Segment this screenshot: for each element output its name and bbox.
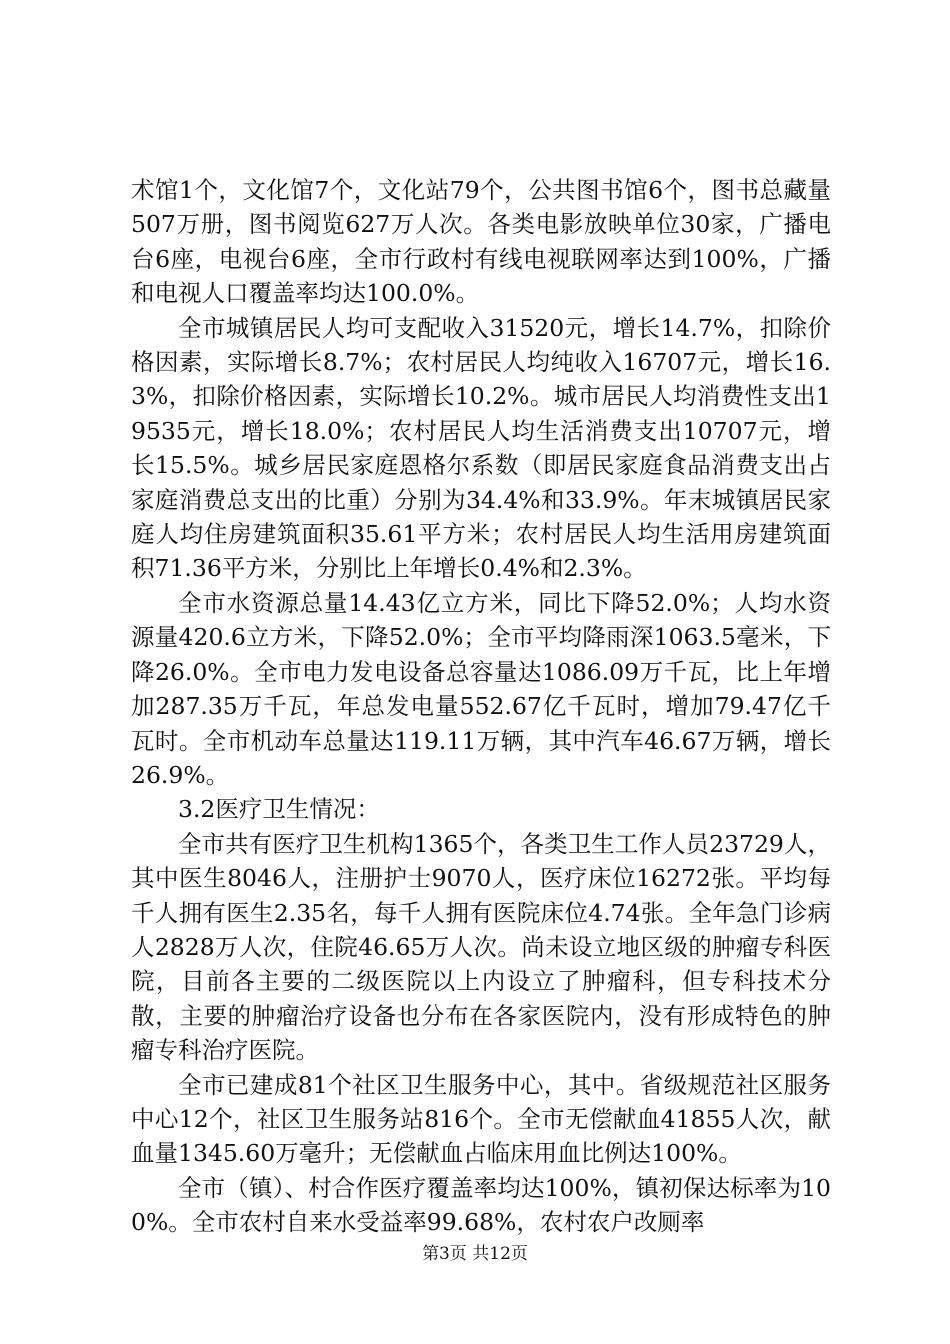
- paragraph-1: 术馆1个，文化馆7个，文化站79个，公共图书馆6个，图书总藏量507万册，图书阅览627万人次。各类电影放映单位30家，广播电台6座，电视台6座，全市行政村有线电视联网率达到100%，广播和电视人口覆盖率均达100.0%。: [131, 176, 831, 308]
- paragraph-2: 全市城镇居民人均可支配收入31520元，增长14.7%，扣除价格因素，实际增长8.7%；农村居民人均纯收入16707元，增长16.3%，扣除价格因素，实际增长10.2%。城市居民人均消费性支出19535元，增长18.0%；农村居民人均生活消费支出10707元，增长15.5%。城乡居民家庭恩格尔系数（即居民家庭食品消费支出占家庭消费总支出的比重）分别为34.4%和33.9%。年末城镇居民家庭人均住房建筑面积35.61平方米；农村居民人均生活用房建筑面积71.36平方米，分别比上年增长0.4%和2.3%。: [131, 313, 831, 583]
- body-text: [131, 173, 831, 1240]
- paragraph-7: 全市（镇）、村合作医疗覆盖率均达100%，镇初保达标率为100%。全市农村自来水受益率99.68%，农村农户改厕率: [131, 1173, 831, 1237]
- section-heading-medical: 3.2医疗卫生情况：: [178, 795, 380, 824]
- paragraph-3: 全市水资源总量14.43亿立方米，同比下降52.0%；人均水资源量420.6立方米，下降52.0%；全市平均降雨深1063.5毫米，下降26.0%。全市电力发电设备总容量达1086.09万千瓦，比上年增加287.35万千瓦，年总发电量552.67亿千瓦时，增加79.47亿千瓦时。全市机动车总量达119.11万辆，其中汽车46.67万辆，增长26.9%。: [131, 588, 831, 789]
- paragraph-5: 全市共有医疗卫生机构1365个，各类卫生工作人员23729人，其中医生8046人，注册护士9070人，医疗床位16272张。平均每千人拥有医生2.35名，每千人拥有医院床位4.74张。全年急门诊病人2828万人次，住院46.65万人次。尚未设立地区级的肿瘤专科医院，目前各主要的二级医院以上内设立了肿瘤科，但专科技术分散，主要的肿瘤治疗设备也分布在各家医院内，没有形成特色的肿瘤专科治疗医院。: [131, 829, 831, 1065]
- page-footer: 第3页 共12页: [422, 1244, 528, 1264]
- paragraph-6: 全市已建成81个社区卫生服务中心，其中。省级规范社区服务中心12个，社区卫生服务站816个。全市无偿献血41855人次，献血量1345.60万毫升；无偿献血占临床用血比例达100%。: [131, 1070, 831, 1168]
